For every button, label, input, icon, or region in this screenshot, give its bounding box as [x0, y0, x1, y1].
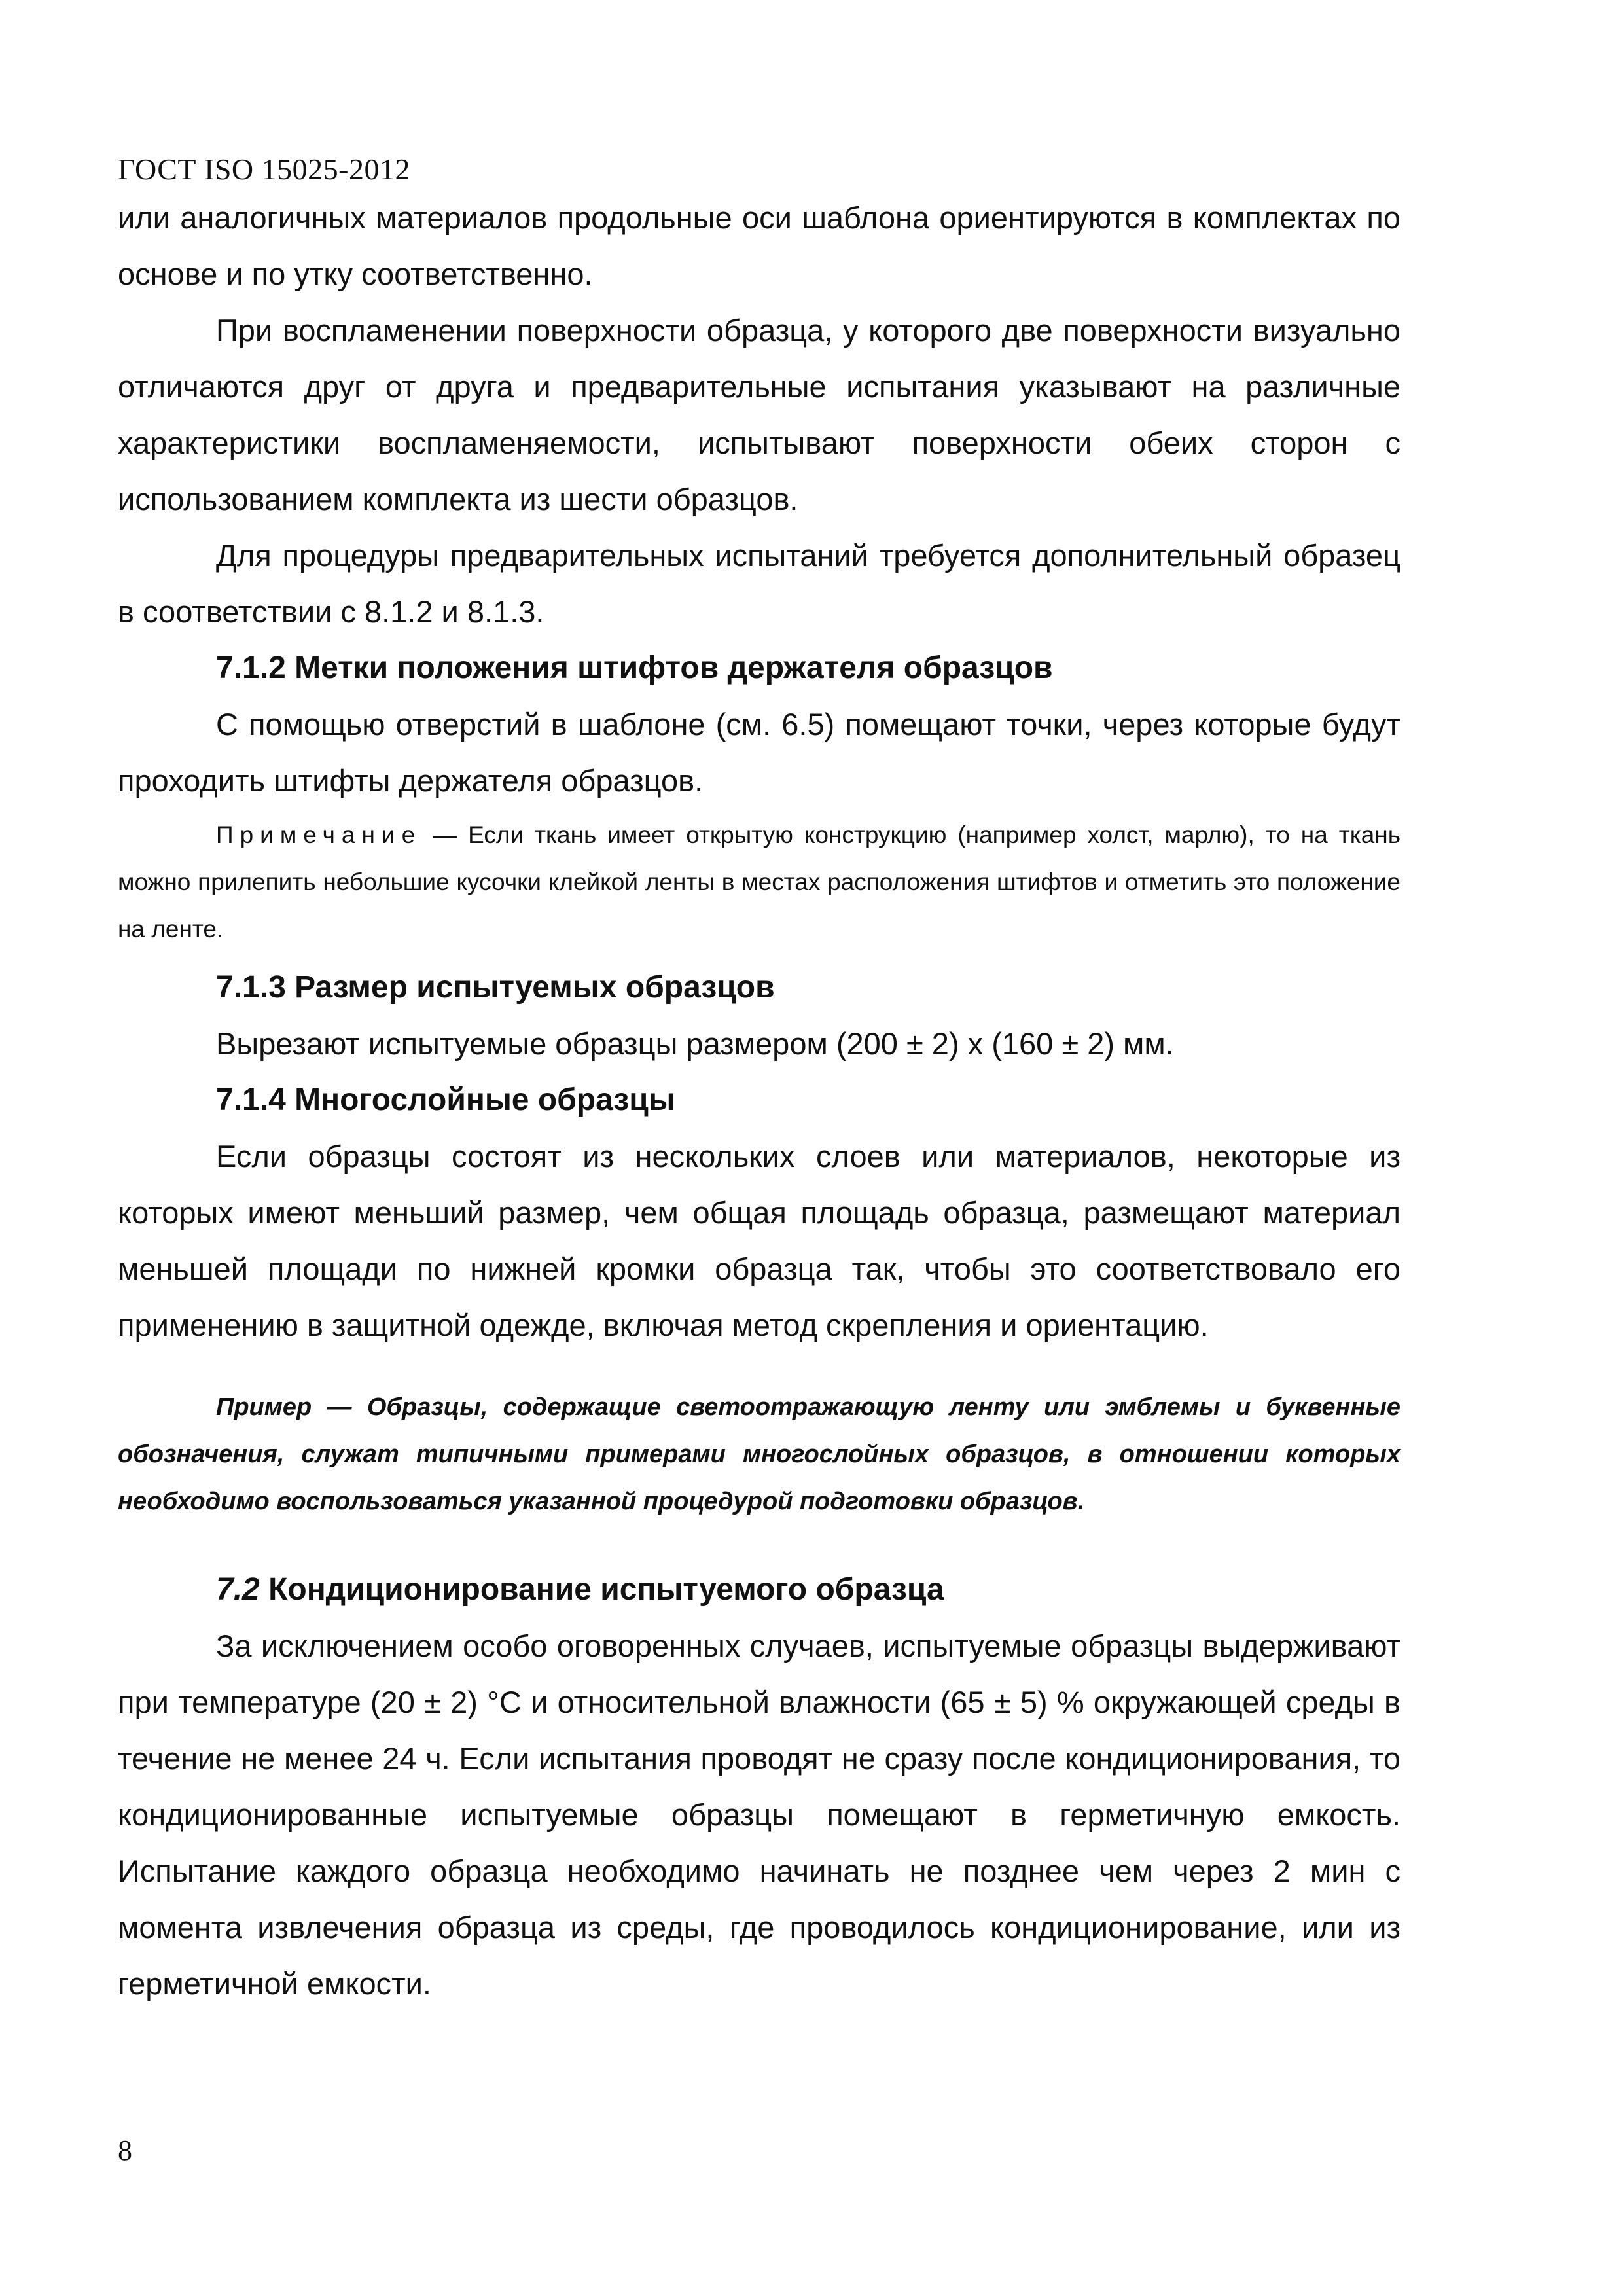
document-body [118, 190, 1400, 2012]
paragraph-pin-marks: С помощью отверстий в шаблоне (см. 6.5) помещают точки, через которые будут проходить штифты держателя образцов. [118, 707, 1400, 798]
document-header: ГОСТ ISO 15025-2012 [118, 152, 410, 186]
paragraph-conditioning: За исключением особо оговоренных случаев, испытуемые образцы выдерживают при температуре (20 ± 2) °С и относительной влажности (65 ± 5) % окружающей среды в течение не менее 24 ч. Если испытания проводят не сразу после кондиционирования, то кондиционированные испытуемые образцы помещают в герметичную емкость. Испытание каждого образца необходимо начинать не позднее чем через 2 мин с момента извлечения образца из среды, где проводилось кондиционирование, или из герметичной емкости. [118, 1628, 1400, 2001]
note-text: — Если ткань имеет открытую конструкцию (например холст, марлю), то на ткань можно прилепить небольшие кусочки клейкой ленты в местах расположения штифтов и отметить это положение на ленте. [118, 821, 1400, 942]
heading-7-2-number: 7.2 [216, 1572, 260, 1607]
paragraph-specimen-size: Вырезают испытуемые образцы размером (200 ± 2) х (160 ± 2) мм. [216, 1026, 1174, 1061]
example-block: Пример — Образцы, содержащие светоотражающую ленту или эмблемы и буквенные обозначения, служат типичными примерами многослойных образцов, в отношении которых необходимо воспользоваться указанной процедурой подготовки образцов. [118, 1393, 1400, 1515]
page-number: 8 [118, 2134, 132, 2166]
heading-7-1-4: 7.1.4 Многослойные образцы [216, 1083, 675, 1117]
paragraph-ignition-surface: При воспламенении поверхности образца, у которого две поверхности визуально отличаются друг от друга и предварительные испытания указывают на различные характеристики воспламеняемости, испытывают поверхности обеих сторон с использованием комплекта из шести образцов. [118, 313, 1400, 516]
heading-7-1-3: 7.1.3 Размер испытуемых образцов [216, 970, 775, 1005]
heading-7-2-title: Кондиционирование испытуемого образца [259, 1572, 944, 1607]
note-label: Примечание [216, 821, 422, 848]
heading-7-1-2: 7.1.2 Метки положения штифтов держателя образцов [216, 651, 1053, 685]
paragraph-multilayer: Если образцы состоят из нескольких слоев или материалов, некоторые из которых имеют меньший размер, чем общая площадь образца, размещают материал меньшей площади по нижней кромки образца так, чтобы это соответствовало его применению в защитной одежде, включая метод скрепления и ориентацию. [118, 1139, 1400, 1342]
heading-7-2 [118, 1562, 1400, 1618]
note [118, 812, 1400, 953]
paragraph-preliminary-test: Для процедуры предварительных испытаний требуется дополнительный образец в соответствии с 8.1.2 и 8.1.3. [118, 538, 1400, 629]
paragraph-continuation: или аналогичных материалов продольные оси шаблона ориентируются в комплектах по основе и по утку соответственно. [118, 200, 1400, 291]
